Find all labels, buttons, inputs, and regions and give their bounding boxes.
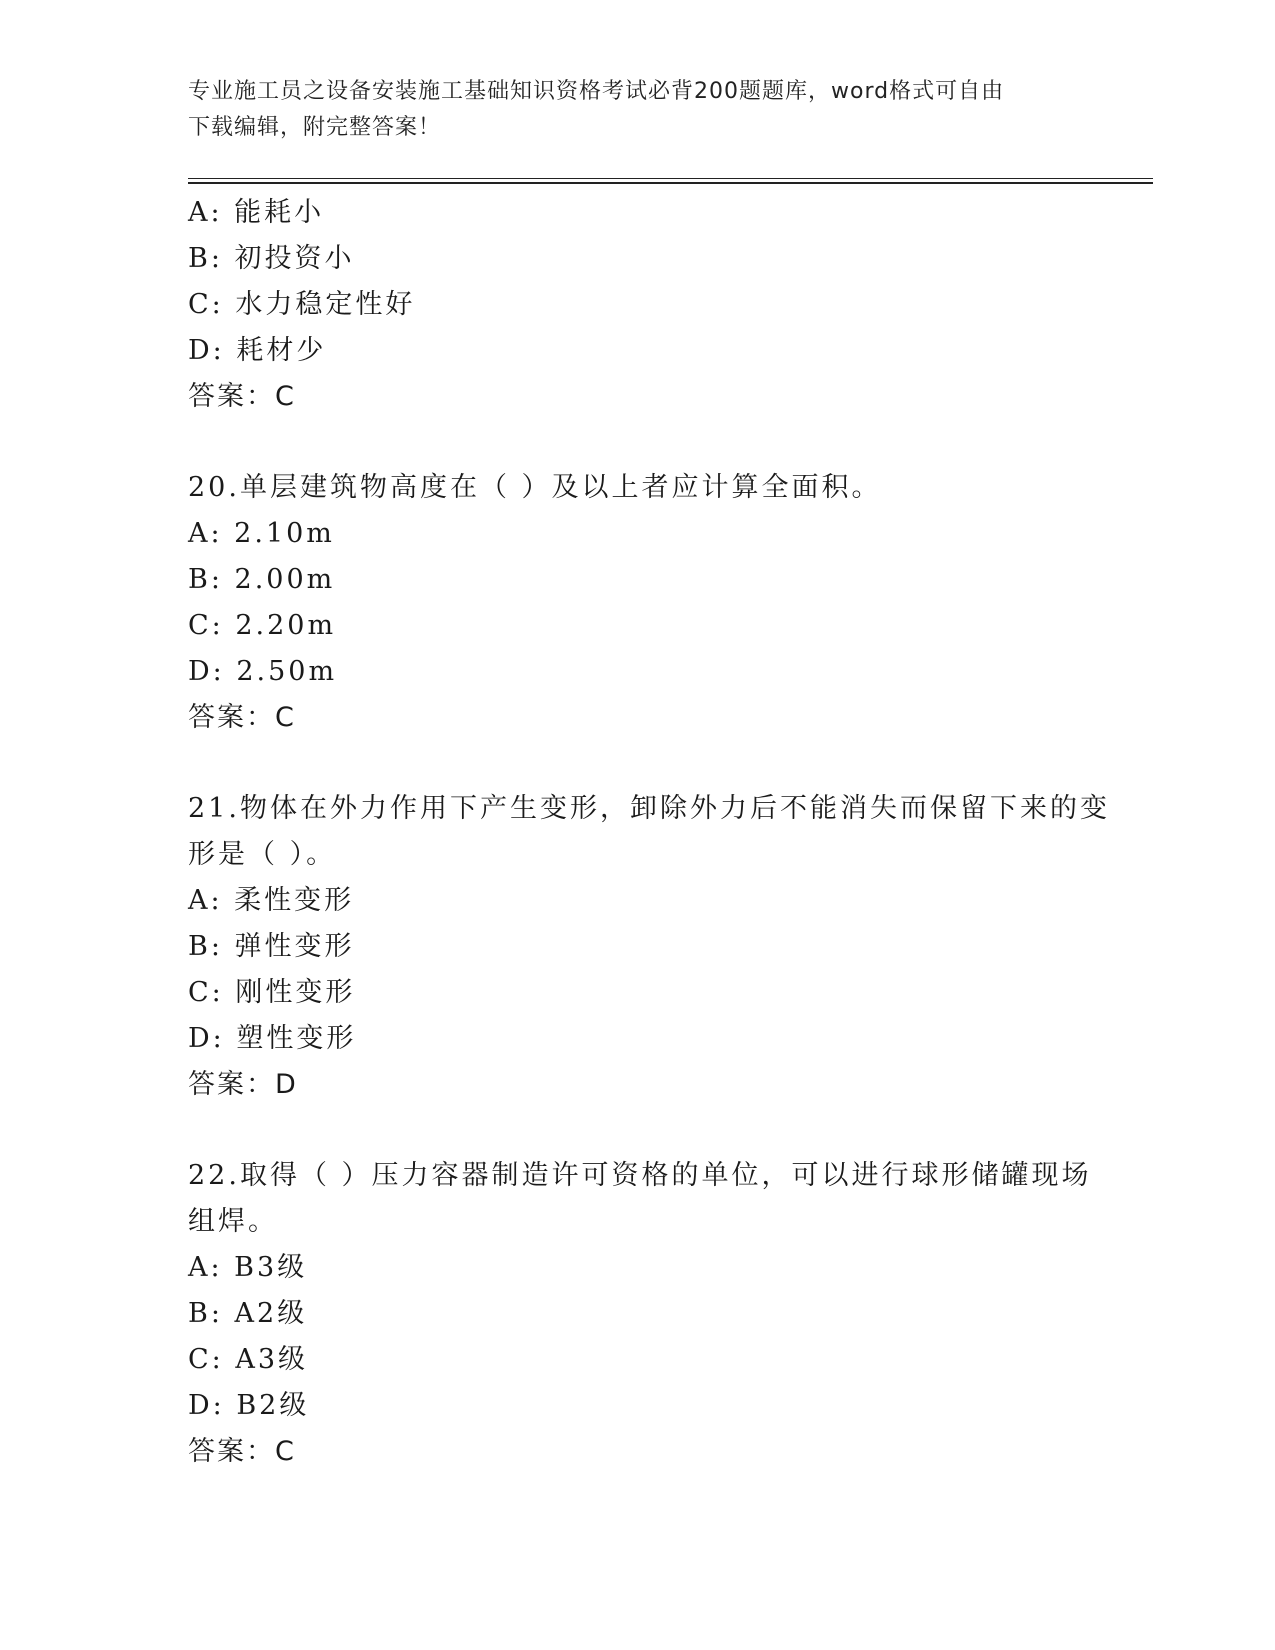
spacer <box>188 420 1088 465</box>
spacer <box>188 741 1088 786</box>
spacer <box>188 1108 1088 1153</box>
question-text: 20.单层建筑物高度在（ ）及以上者应计算全面积。 <box>188 472 882 503</box>
answer: 答案：C <box>188 381 296 412</box>
document-header <box>188 74 1088 146</box>
question-19 <box>188 190 1088 420</box>
option-b: B: 初投资小 <box>188 243 355 274</box>
question-22 <box>188 1153 1092 1475</box>
option-b: B: 2.00m <box>188 564 336 595</box>
option-a: A: B3级 <box>188 1252 308 1283</box>
question-text-line-1: 22.取得（ ）压力容器制造许可资格的单位，可以进行球形储罐现场 <box>188 1160 1092 1191</box>
option-c: C: 水力稳定性好 <box>188 289 416 320</box>
option-d: D: 塑性变形 <box>188 1023 357 1054</box>
answer: 答案：C <box>188 1436 296 1467</box>
option-d: D: B2级 <box>188 1390 310 1421</box>
question-text-line-1: 21.物体在外力作用下产生变形，卸除外力后不能消失而保留下来的变 <box>188 793 1110 824</box>
header-rule-thick <box>188 182 1153 184</box>
option-d: D: 2.50m <box>188 656 338 687</box>
header-line-1: 专业施工员之设备安装施工基础知识资格考试必背200题题库，word格式可自由 <box>188 79 1005 104</box>
question-21 <box>188 786 1110 1108</box>
option-b: B: 弹性变形 <box>188 931 355 962</box>
option-a: A: 能耗小 <box>188 197 325 228</box>
option-d: D: 耗材少 <box>188 335 327 366</box>
option-a: A: 2.10m <box>188 518 335 549</box>
header-line-2: 下载编辑，附完整答案！ <box>188 115 442 140</box>
option-c: C: A3级 <box>188 1344 309 1375</box>
question-text-line-2: 组焊。 <box>188 1206 278 1237</box>
question-20 <box>188 465 1088 741</box>
answer: 答案：C <box>188 702 296 733</box>
option-a: A: 柔性变形 <box>188 885 355 916</box>
question-list <box>188 190 1110 1475</box>
answer: 答案：D <box>188 1069 298 1100</box>
question-text-line-2: 形是（ ）。 <box>188 839 337 870</box>
header-rule-thin <box>188 178 1153 179</box>
option-b: B: A2级 <box>188 1298 308 1329</box>
option-c: C: 2.20m <box>188 610 337 641</box>
option-c: C: 刚性变形 <box>188 977 356 1008</box>
